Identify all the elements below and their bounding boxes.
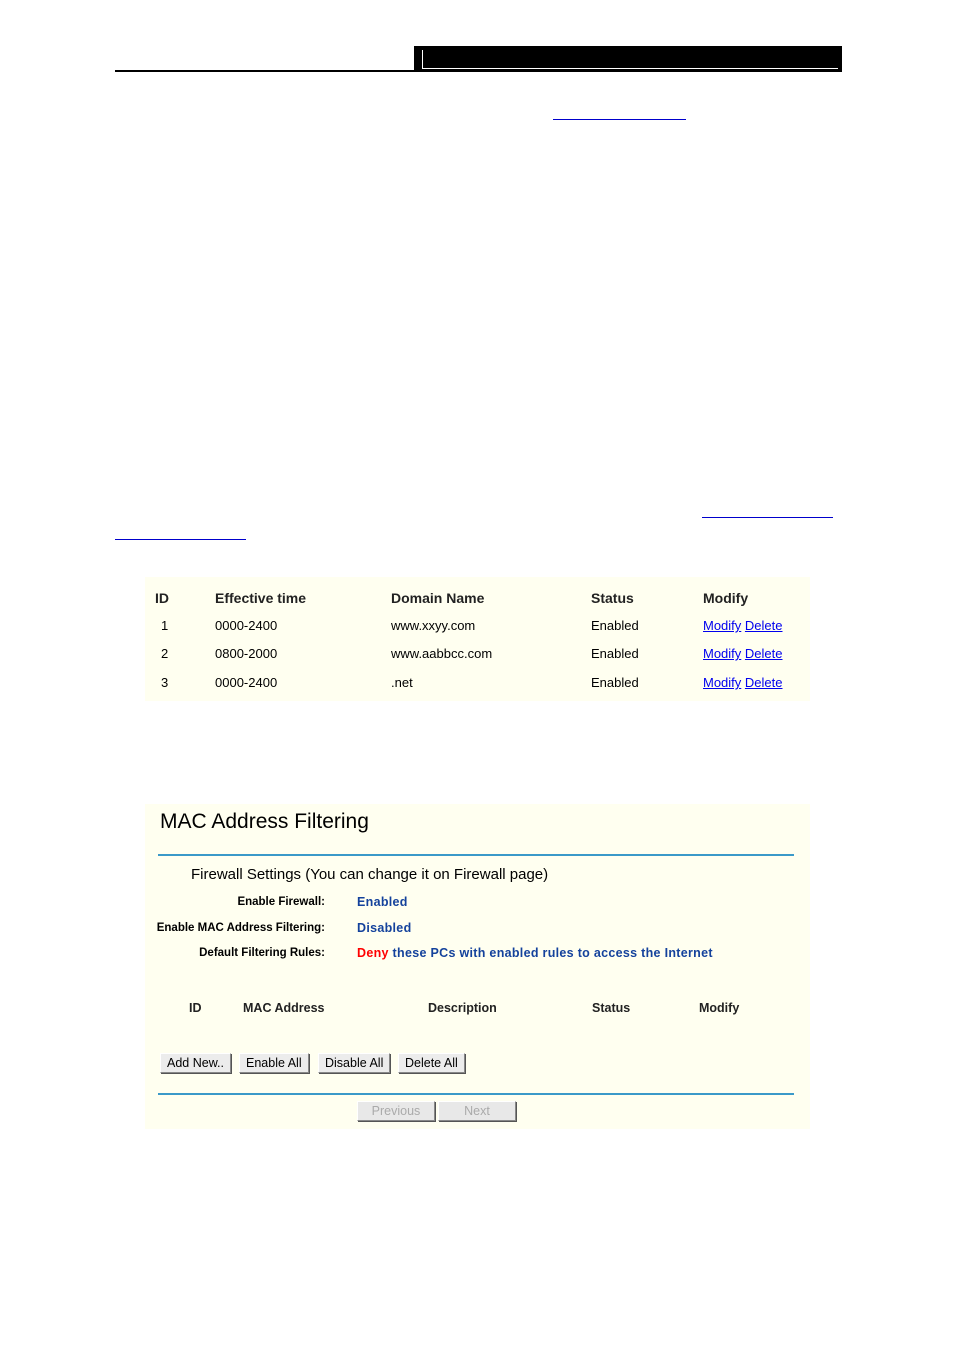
row-id: 1 [161, 618, 169, 633]
divider [158, 1093, 794, 1095]
domain-filter-table [145, 577, 810, 701]
col-mac-address-header: MAC Address [243, 1001, 325, 1015]
col-modify-header: Modify [703, 590, 749, 606]
table-header-row [145, 587, 810, 609]
row-status: Enabled [591, 618, 639, 633]
add-new-button[interactable]: Add New.. [160, 1053, 231, 1073]
col-description-header: Description [428, 1001, 497, 1015]
col-status-header: Status [592, 1001, 631, 1015]
table-row [145, 615, 810, 637]
enable-firewall-value: Enabled [357, 895, 408, 909]
row-effective-time: 0000-2400 [215, 618, 278, 633]
divider [158, 854, 794, 856]
deny-keyword: Deny [357, 946, 389, 960]
link-underline[interactable] [553, 119, 686, 120]
delete-all-button[interactable]: Delete All [398, 1053, 465, 1073]
header-bar [414, 46, 842, 72]
row-effective-time: 0000-2400 [215, 675, 278, 690]
row-modify-cell [703, 618, 783, 633]
delete-link[interactable]: Delete [744, 618, 783, 633]
row-modify-cell [703, 646, 783, 661]
enable-firewall-label: Enable Firewall: [237, 896, 325, 908]
link-underline[interactable] [115, 539, 246, 540]
row-domain-name: www.aabbcc.com [391, 646, 493, 661]
row-domain-name: www.xxyy.com [391, 618, 476, 633]
col-domain-name-header: Domain Name [391, 590, 485, 606]
col-modify-header: Modify [699, 1001, 740, 1015]
default-filtering-rules-label: Default Filtering Rules: [199, 947, 325, 959]
modify-link[interactable]: Modify [703, 646, 742, 661]
enable-mac-filtering-label: Enable MAC Address Filtering: [156, 922, 325, 934]
previous-button[interactable]: Previous [357, 1101, 435, 1121]
enable-mac-filtering-value: Disabled [357, 921, 412, 935]
row-effective-time: 0800-2000 [215, 646, 278, 661]
row-domain-name: .net [391, 675, 413, 690]
col-id-header: ID [155, 590, 169, 606]
row-id: 3 [161, 675, 169, 690]
table-row [145, 643, 810, 665]
row-modify-cell [703, 675, 783, 690]
delete-link[interactable]: Delete [744, 646, 783, 661]
modify-link[interactable]: Modify [703, 675, 742, 690]
next-button[interactable]: Next [438, 1101, 516, 1121]
row-id: 2 [161, 646, 169, 661]
modify-link[interactable]: Modify [703, 618, 742, 633]
enable-all-button[interactable]: Enable All [239, 1053, 309, 1073]
delete-link[interactable]: Delete [744, 675, 783, 690]
firewall-settings-heading: Firewall Settings (You can change it on Firewall page) [191, 866, 549, 883]
header-rule [115, 70, 415, 72]
table-row [145, 672, 810, 694]
col-effective-time-header: Effective time [215, 590, 307, 606]
row-status: Enabled [591, 646, 639, 661]
default-filtering-rules-value [357, 946, 713, 960]
page-title: MAC Address Filtering [160, 810, 369, 833]
rules-text: these PCs with enabled rules to access the Internet [388, 946, 713, 960]
disable-all-button[interactable]: Disable All [318, 1053, 390, 1073]
col-status-header: Status [591, 590, 634, 606]
mac-filtering-panel [145, 804, 810, 1129]
link-underline[interactable] [702, 517, 833, 518]
row-status: Enabled [591, 675, 639, 690]
col-id-header: ID [189, 1001, 202, 1015]
